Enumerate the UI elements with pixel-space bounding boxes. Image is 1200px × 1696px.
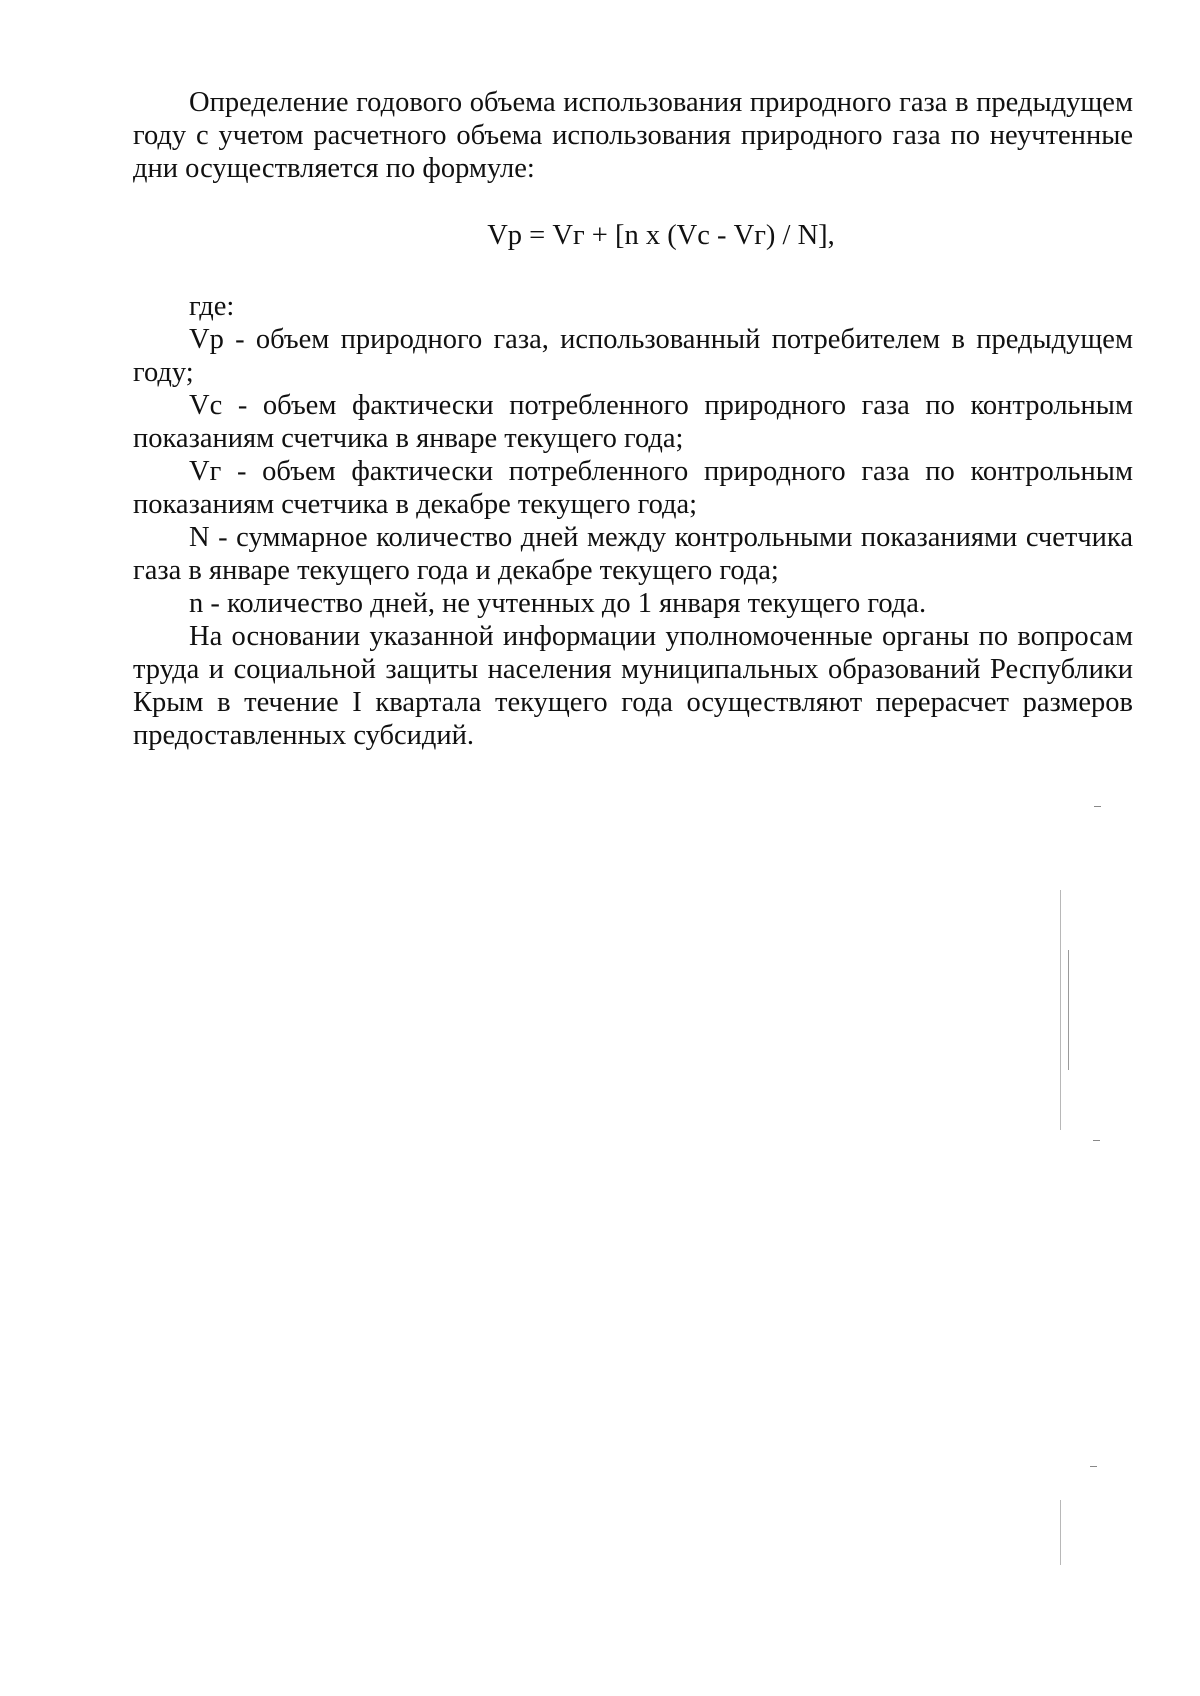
document-body bbox=[133, 86, 1133, 752]
scan-artifact-tick bbox=[1090, 1466, 1097, 1467]
closing-paragraph: На основании указанной информации уполномоченные органы по вопросам труда и социальной защиты населения муниципальных образований Республики Крым в течение I квартала текущего года осуществляют перерасчет размеров предоставленных субсидий. bbox=[133, 621, 1133, 751]
definition-n-total: N - суммарное количество дней между контрольными показаниями счетчика газа в январе текущего года и декабре текущего года; bbox=[133, 522, 1133, 586]
definition-vr: Vр - объем природного газа, использованный потребителем в предыдущем году; bbox=[133, 324, 1133, 388]
scan-artifact-line bbox=[1068, 950, 1069, 1070]
scan-artifact-tick bbox=[1094, 806, 1101, 807]
scan-artifact-line bbox=[1060, 1500, 1061, 1565]
formula: Vр = Vг + [n x (Vс - Vг) / N], bbox=[487, 220, 835, 251]
scan-artifact-tick bbox=[1093, 1140, 1100, 1141]
scan-artifact-line bbox=[1060, 890, 1061, 1130]
intro-paragraph: Определение годового объема использования природного газа в предыдущем году с учетом расчетного объема использования природного газа по неучтенные дни осуществляется по формуле: bbox=[133, 87, 1133, 184]
definition-vg: Vг - объем фактически потребленного природного газа по контрольным показаниям счетчика в декабре текущего года; bbox=[133, 456, 1133, 520]
where-label: где: bbox=[189, 291, 235, 322]
definition-vs: Vс - объем фактически потребленного природного газа по контрольным показаниям счетчика в январе текущего года; bbox=[133, 390, 1133, 454]
definition-n-days: n - количество дней, не учтенных до 1 января текущего года. bbox=[189, 588, 927, 619]
